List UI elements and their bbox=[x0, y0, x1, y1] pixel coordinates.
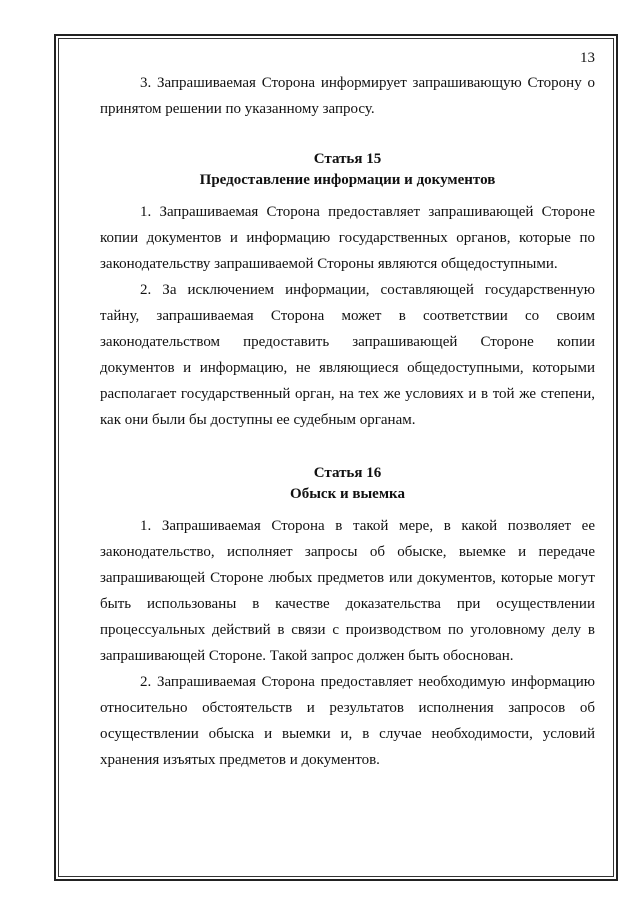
page-number: 13 bbox=[580, 50, 595, 66]
article-16-paragraph-1: 1. Запрашиваемая Сторона в такой мере, в какой позволяет ее законодательство, исполняет запросы об обыске, выемке и передаче запрашивающей Стороне любых предметов или документов, которые могут быть использованы в качестве доказательства при осуществлении процессуальных действий в связи с производством по уголовному делу в запрашивающей Стороне. Такой запрос должен быть обоснован. bbox=[100, 518, 595, 664]
document-body bbox=[100, 70, 595, 773]
article-16-section bbox=[100, 463, 595, 773]
article-15-title: Статья 15 bbox=[313, 151, 382, 167]
article-15-section bbox=[100, 149, 595, 433]
article-16-paragraphs bbox=[100, 513, 595, 773]
intro-paragraph: 3. Запрашиваемая Сторона информирует запрашивающую Сторону о принятом решении по указанному запросу. bbox=[100, 75, 595, 117]
article-15-paragraph-1: 1. Запрашиваемая Сторона предоставляет запрашивающей Стороне копии документов и информацию государственных органов, которые по законодательству запрашиваемой Стороны являются общедоступными. bbox=[100, 204, 595, 272]
article-15-paragraphs bbox=[100, 199, 595, 433]
article-16-subtitle: Обыск и выемка bbox=[290, 486, 405, 502]
article-16-title: Статья 16 bbox=[313, 465, 382, 481]
article-15-paragraph-2: 2. За исключением информации, составляющей государственную тайну, запрашиваемая Сторона может в соответствии со своим законодательством предоставить запрашивающей Стороне копии документов и информацию, не являющиеся общедоступными, которыми располагает государственный орган, на тех же условиях и в той же степени, как они были бы доступны ее судебным органам. bbox=[100, 282, 595, 428]
article-15-subtitle: Предоставление информации и документов bbox=[199, 172, 496, 188]
article-16-paragraph-2: 2. Запрашиваемая Сторона предоставляет необходимую информацию относительно обстоятельств и результатов исполнения запросов об осуществлении обыска и выемки и, в случае необходимости, условий хранения изъятых предметов и документов. bbox=[100, 674, 595, 768]
